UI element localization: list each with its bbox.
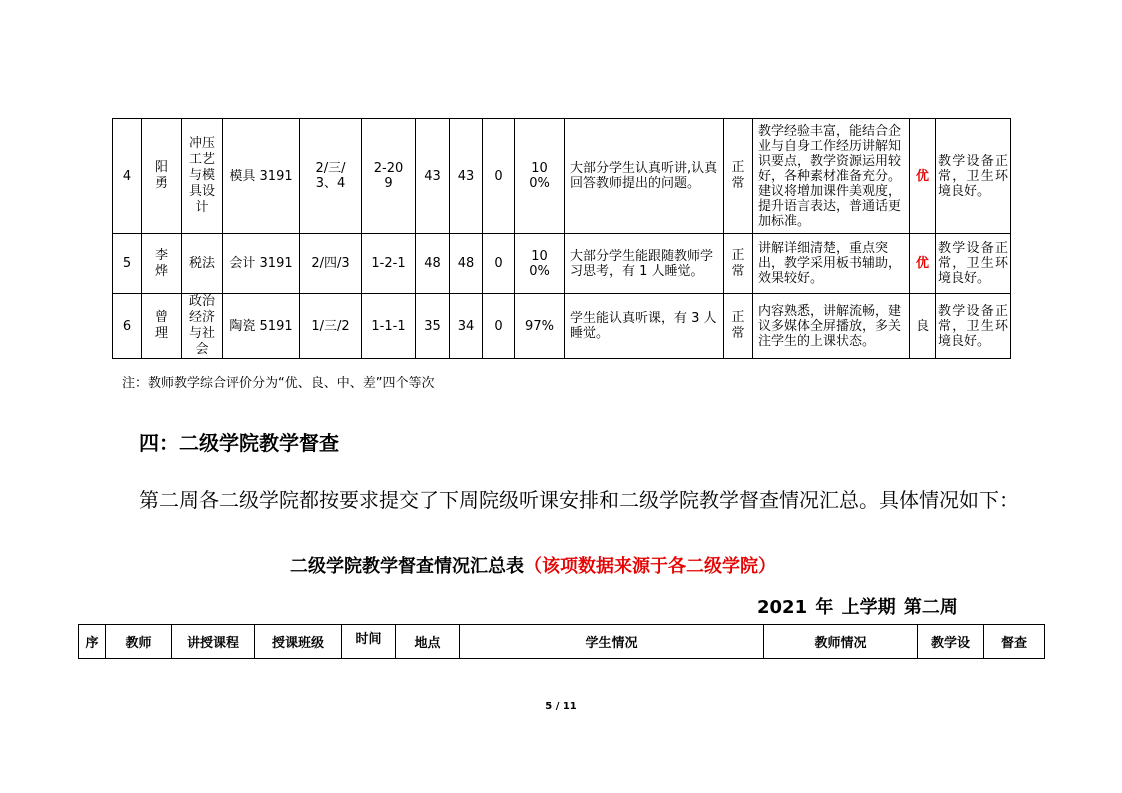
absent-count: 0 — [483, 294, 515, 359]
student-situation: 学生能认真听课，有 3 人睡觉。 — [565, 294, 724, 359]
expected-count: 43 — [416, 119, 450, 234]
course-name: 税法 — [182, 234, 223, 294]
period-label: 2021 年 上学期 第二周 — [757, 597, 958, 618]
time-cell: 2/三/3、4 — [300, 119, 362, 234]
row-number: 4 — [113, 119, 142, 234]
summary-title-note: （该项数据来源于各二级学院） — [524, 556, 776, 577]
equipment-status: 教学设备正常，卫生环境良好。 — [936, 294, 1011, 359]
rating-note: 注：教师教学综合评价分为“优、良、中、差”四个等次 — [122, 376, 435, 391]
equipment-status: 教学设备正常，卫生环境良好。 — [936, 234, 1011, 294]
column-header: 督查 — [984, 625, 1045, 659]
teacher-evaluation: 内容熟悉，讲解流畅，建议多媒体全屏播放，多关注学生的上课状态。 — [753, 294, 910, 359]
teacher-name: 李烨 — [142, 234, 182, 294]
column-header: 时间 — [342, 625, 396, 659]
actual-count: 43 — [450, 119, 483, 234]
discipline-status: 正常 — [724, 234, 753, 294]
course-name: 政治经济与社会 — [182, 294, 223, 359]
rating-badge: 良 — [910, 294, 936, 359]
expected-count: 48 — [416, 234, 450, 294]
attendance-rate: 100% — [515, 234, 565, 294]
column-header: 教学设 — [918, 625, 984, 659]
rating-badge: 优 — [910, 119, 936, 234]
time-cell: 1/三/2 — [300, 294, 362, 359]
column-header: 学生情况 — [460, 625, 764, 659]
table-row — [113, 234, 1011, 294]
teacher-evaluation: 讲解详细清楚，重点突出，教学采用板书辅助，效果较好。 — [753, 234, 910, 294]
student-situation: 大部分学生认真听讲,认真回答教师提出的问题。 — [565, 119, 724, 234]
table-row — [113, 294, 1011, 359]
class-name: 模具 3191 — [223, 119, 300, 234]
absent-count: 0 — [483, 234, 515, 294]
discipline-status: 正常 — [724, 119, 753, 234]
equipment-status: 教学设备正常，卫生环境良好。 — [936, 119, 1011, 234]
column-header: 序 — [79, 625, 106, 659]
column-header: 教师 — [106, 625, 172, 659]
attendance-rate: 97% — [515, 294, 565, 359]
teacher-evaluation: 教学经验丰富，能结合企业与自身工作经历讲解知识要点，教学资源运用较好，各种素材准备充分。建议将增加课件美观度，提升语言表达，普通话更加标准。 — [753, 119, 910, 234]
place-cell: 2-209 — [362, 119, 416, 234]
rating-badge: 优 — [910, 234, 936, 294]
body-paragraph: 第二周各二级学院都按要求提交了下周院级听课安排和二级学院教学督查情况汇总。具体情况如下： — [139, 488, 1019, 512]
course-name: 冲压工艺与模具设计 — [182, 119, 223, 234]
summary-table-header — [78, 624, 1045, 659]
column-header: 地点 — [396, 625, 460, 659]
summary-title-text: 二级学院教学督查情况汇总表 — [290, 556, 524, 577]
place-cell: 1-1-1 — [362, 294, 416, 359]
summary-table-title — [290, 552, 776, 578]
header-row — [79, 625, 1045, 659]
place-cell: 1-2-1 — [362, 234, 416, 294]
actual-count: 34 — [450, 294, 483, 359]
column-header: 教师情况 — [764, 625, 918, 659]
inspection-table — [112, 118, 1011, 359]
discipline-status: 正常 — [724, 294, 753, 359]
column-header: 讲授课程 — [172, 625, 255, 659]
actual-count: 48 — [450, 234, 483, 294]
teacher-name: 曾理 — [142, 294, 182, 359]
attendance-rate: 100% — [515, 119, 565, 234]
table-row — [113, 119, 1011, 234]
page-number: 5 / 11 — [545, 701, 577, 712]
expected-count: 35 — [416, 294, 450, 359]
student-situation: 大部分学生能跟随教师学习思考，有 1 人睡觉。 — [565, 234, 724, 294]
absent-count: 0 — [483, 119, 515, 234]
row-number: 6 — [113, 294, 142, 359]
class-name: 陶瓷 5191 — [223, 294, 300, 359]
time-cell: 2/四/3 — [300, 234, 362, 294]
section-heading: 四：二级学院教学督查 — [139, 431, 339, 455]
column-header: 授课班级 — [255, 625, 342, 659]
class-name: 会计 3191 — [223, 234, 300, 294]
teacher-name: 阳勇 — [142, 119, 182, 234]
row-number: 5 — [113, 234, 142, 294]
